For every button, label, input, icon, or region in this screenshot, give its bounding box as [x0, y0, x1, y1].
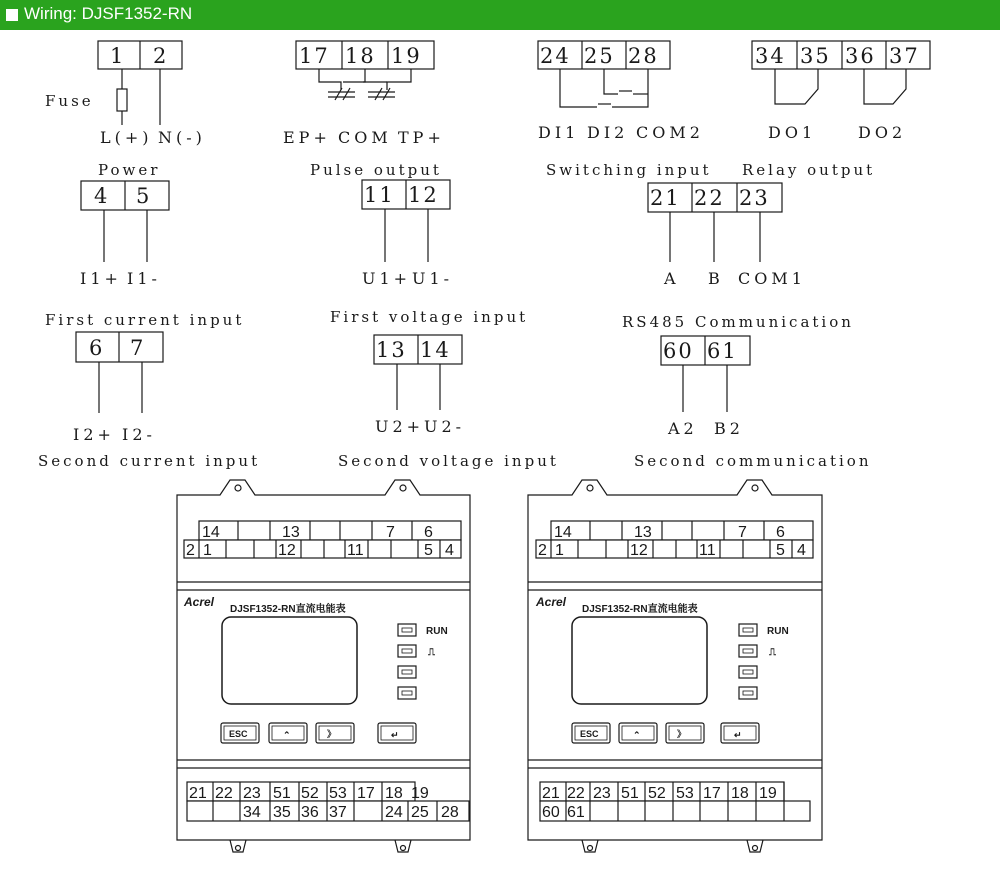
device2-bottom-terminals	[540, 782, 810, 821]
terminal-25: 25	[584, 44, 615, 68]
d1-top-5: 5	[424, 542, 433, 559]
terminal-36: 36	[845, 44, 876, 68]
signal-I1m: I1-	[127, 269, 161, 288]
d1-top-12: 12	[278, 542, 296, 559]
terminal-60: 60	[663, 339, 694, 363]
d1-run-label: RUN	[426, 626, 448, 637]
terminal-7: 7	[130, 336, 146, 360]
relay-caption: Relay output	[742, 161, 876, 179]
signal-B: B	[708, 269, 724, 288]
terminal-28: 28	[628, 44, 659, 68]
d2-bot-21: 21	[542, 785, 560, 802]
d2-bot-61: 61	[567, 804, 585, 821]
signal-DO2: DO2	[858, 123, 907, 142]
voltage1-caption: First voltage input	[330, 308, 529, 326]
d2-model: DJSF1352-RN直流电能表	[582, 604, 698, 615]
d2-top-11: 11	[699, 542, 716, 559]
comm2-caption: Second communication	[634, 452, 872, 470]
device1-top-terminals	[184, 521, 461, 559]
d1-top-13: 13	[282, 524, 300, 541]
terminal-19: 19	[391, 44, 422, 68]
terminal-18: 18	[345, 44, 376, 68]
power-block	[45, 41, 206, 179]
d2-enter-icon: ↵	[734, 730, 742, 740]
d2-top-6: 6	[776, 524, 785, 541]
signal-U2p: U2+	[375, 417, 425, 436]
d1-bot-22: 22	[215, 785, 233, 802]
signal-EP: EP+	[283, 128, 331, 147]
d1-led-4	[398, 687, 416, 699]
d1-bot-34: 34	[243, 804, 261, 821]
d1-bot-36: 36	[301, 804, 319, 821]
signal-COM2: COM2	[636, 123, 704, 142]
voltage2-caption: Second voltage input	[338, 452, 559, 470]
rs485-block	[622, 183, 854, 331]
comm2-block	[634, 336, 871, 470]
terminal-24: 24	[540, 44, 571, 68]
terminal-1: 1	[110, 44, 126, 68]
voltage2-block	[338, 335, 559, 470]
d1-right-icon: 》	[327, 729, 337, 739]
d2-top-2: 2	[538, 542, 547, 559]
fuse-label: Fuse	[45, 92, 94, 110]
signal-U1p: U1+	[362, 269, 412, 288]
optocoupler-icon	[328, 88, 395, 100]
switching-block	[538, 41, 712, 179]
d1-brand-logo: Acrel	[184, 595, 215, 609]
d1-bot-21: 21	[189, 785, 207, 802]
current1-caption: First current input	[45, 311, 245, 329]
d1-esc-label: ESC	[229, 729, 248, 739]
signal-I2p: I2+	[73, 425, 115, 444]
device1-bottom-terminals	[187, 782, 469, 821]
terminal-4: 4	[94, 184, 110, 208]
terminal-34: 34	[755, 44, 786, 68]
d2-led-4	[739, 687, 757, 699]
d1-top-4: 4	[445, 542, 454, 559]
terminal-37: 37	[889, 44, 920, 68]
terminal-17: 17	[299, 44, 330, 68]
power-caption: Power	[98, 161, 161, 179]
d1-top-1: 1	[203, 542, 212, 559]
d1-model: DJSF1352-RN直流电能表	[230, 604, 346, 615]
d1-bot-28: 28	[441, 804, 459, 821]
d2-bot-19: 19	[759, 785, 777, 802]
d2-led-2	[739, 645, 757, 657]
d1-bot-23: 23	[243, 785, 261, 802]
d2-top-14: 14	[554, 524, 572, 541]
d1-led-3	[398, 666, 416, 678]
d2-run-label: RUN	[767, 626, 789, 637]
signal-A: A	[664, 269, 680, 288]
d1-bot-17: 17	[357, 785, 375, 802]
current2-block	[38, 332, 260, 470]
d2-esc-label: ESC	[580, 729, 599, 739]
d2-bot-18: 18	[731, 785, 749, 802]
terminal-14: 14	[420, 338, 451, 362]
current2-caption: Second current input	[38, 452, 261, 470]
pulse-caption: Pulse output	[310, 161, 442, 179]
d1-led-1	[398, 624, 416, 636]
d1-top-2: 2	[186, 542, 195, 559]
d2-led-1	[739, 624, 757, 636]
d2-up-icon: ⌃	[633, 730, 641, 740]
d2-bot-22: 22	[567, 785, 585, 802]
d2-bot-53: 53	[676, 785, 694, 802]
signal-I2m: I2-	[122, 425, 156, 444]
d1-bot-52: 52	[301, 785, 319, 802]
terminal-11: 11	[364, 183, 395, 207]
d2-bot-23: 23	[593, 785, 611, 802]
d2-top-7: 7	[738, 524, 747, 541]
d1-top-14: 14	[202, 524, 220, 541]
signal-U1m: U1-	[412, 269, 454, 288]
terminal-5: 5	[136, 184, 152, 208]
rs485-caption: RS485 Communication	[622, 313, 854, 331]
terminal-2: 2	[153, 44, 169, 68]
switching-caption: Switching input	[546, 161, 712, 179]
signal-DI1: DI1	[538, 123, 580, 142]
device-front-1	[177, 480, 470, 852]
terminal-6: 6	[89, 336, 105, 360]
voltage1-block	[330, 180, 528, 326]
signal-COM1: COM1	[738, 269, 806, 288]
d1-bot-37: 37	[329, 804, 347, 821]
signal-B2: B2	[714, 419, 744, 438]
d2-top-5: 5	[776, 542, 785, 559]
terminal-21: 21	[650, 186, 681, 210]
d2-pulse-icon: ⎍	[769, 647, 776, 658]
signal-U2m: U2-	[424, 417, 466, 436]
terminal-61: 61	[707, 339, 738, 363]
d1-lcd-screen	[222, 617, 357, 704]
relay-block	[742, 41, 930, 179]
d2-top-13: 13	[634, 524, 652, 541]
d1-top-7: 7	[386, 524, 395, 541]
signal-N: N(-)	[158, 128, 206, 147]
d1-bot-35: 35	[273, 804, 291, 821]
signal-L: L(+)	[100, 128, 153, 147]
d2-led-3	[739, 666, 757, 678]
d1-bot-24: 24	[385, 804, 403, 821]
d2-bot-17: 17	[703, 785, 721, 802]
signal-I1p: I1+	[80, 269, 122, 288]
pulse-block	[283, 41, 445, 179]
d1-bot-51: 51	[273, 785, 291, 802]
d1-bot-18: 18	[385, 785, 403, 802]
terminal-12: 12	[408, 183, 439, 207]
d2-top-1: 1	[555, 542, 564, 559]
signal-COM: COM	[338, 128, 392, 147]
d1-led-2	[398, 645, 416, 657]
fuse-icon	[117, 89, 127, 111]
terminal-13: 13	[376, 338, 407, 362]
d1-up-icon: ⌃	[283, 730, 291, 740]
signal-DO1: DO1	[768, 123, 817, 142]
d1-bot-19: 19	[411, 785, 429, 802]
d1-top-6: 6	[424, 524, 433, 541]
d1-pulse-icon: ⎍	[428, 647, 435, 658]
signal-DI2: DI2	[587, 123, 629, 142]
d2-bot-51: 51	[621, 785, 639, 802]
d2-bot-52: 52	[648, 785, 666, 802]
d2-lcd-screen	[572, 617, 707, 704]
d2-brand-logo: Acrel	[536, 595, 567, 609]
terminal-22: 22	[694, 186, 725, 210]
d1-top-11: 11	[347, 542, 364, 559]
d1-bot-53: 53	[329, 785, 347, 802]
current1-block	[45, 181, 244, 329]
d1-enter-icon: ↵	[391, 730, 399, 740]
device-front-2	[528, 480, 822, 852]
d2-top-12: 12	[630, 542, 648, 559]
header-title: Wiring: DJSF1352-RN	[24, 4, 193, 23]
signal-TP: TP+	[398, 128, 445, 147]
terminal-23: 23	[739, 186, 770, 210]
d2-top-4: 4	[797, 542, 806, 559]
d2-right-icon: 》	[677, 729, 687, 739]
device2-top-terminals	[536, 521, 813, 559]
d1-bot-25: 25	[411, 804, 429, 821]
terminal-35: 35	[800, 44, 831, 68]
signal-A2: A2	[668, 419, 698, 438]
d2-bot-60: 60	[542, 804, 560, 821]
